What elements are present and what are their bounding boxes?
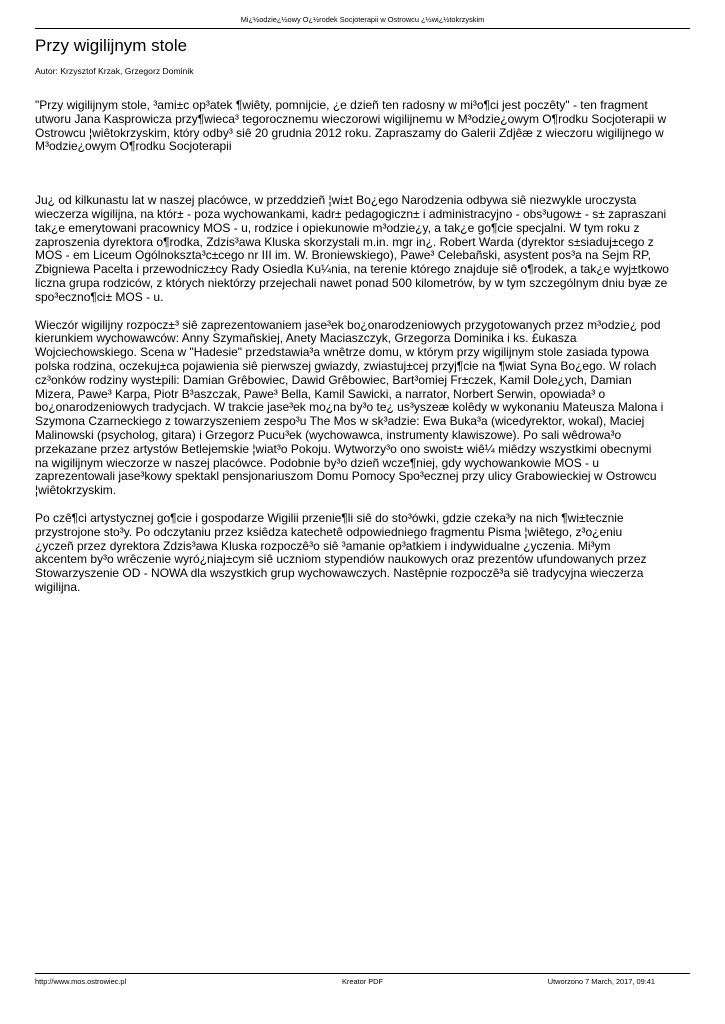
article-intro: "Przy wigilijnym stole, ³ami±c op³atek ¶wiêty, pomnijcie, ¿e dzieñ ten radosny w mi³o¶ci jest poczêty" - ten fragment utworu Jana Kasprowicza przy¶wieca³ tegorocznemu wieczorowi wigilijnemu w M³odzie¿owym O¶rodku Socjoterapii w Ostrowcu ¦wiêtokrzyskim, który odby³ siê 20 grudnia 2012 roku. Zapraszamy do Galerii Zdjêæ z wieczoru wigilijnego w M³odzie¿owym O¶rodku Socjoterapii bbox=[35, 98, 667, 154]
article-paragraph: Po czê¶ci artystycznej go¶cie i gospodarze Wigilii przenie¶li siê do sto³ówki, gdzie czeka³y na nich ¶wi±tecznie przystrojone sto³y. Po odczytaniu przez ksiêdza katechetê odpowiedniego fragmentu Pisma ¦wiêtego, z³o¿eniu ¿yczeñ przez dyrektora Zdzis³awa Kluska rozpoczê³o siê ³amanie op³atkiem i indywidualne ¿yczenia. Mi³ym akcentem by³o wrêczenie wyró¿niaj±cym siê uczniom stypendiów naukowych oraz prezentów ufundowanych przez Stowarzyszenie OD - NOWA dla wszystkich grup wychowawczych. Nastêpnie rozpoczê³a siê tradycyjna wieczerza wigilijna. bbox=[35, 510, 647, 594]
article-paragraph: Wieczór wigilijny rozpocz±³ siê zaprezentowaniem jase³ek bo¿onarodzeniowych przygotowanych przez m³odzie¿ pod kierunkiem wychowawców: Anny Szymañskiej, Anety Maciaszczyk, Grzegorza Dominika i ks. £ukasza Wojciechowskiego. Scena w "Hadesie" przedstawia³a wnêtrze domu, w którym przy wigilijnym stole zasiada typowa polska rodzina, oczekuj±ca pojawienia siê pierwszej gwiazdy, zwiastuj±cej przyj¶cie na ¶wiat Syna Bo¿ego. W rolach cz³onków rodziny wyst±pili: Damian Grêbowiec, Dawid Grêbowiec, Bart³omiej Fr±czek, Kamil Dole¿ych, Damian Mizera, Pawe³ Karpa, Piotr B³aszczak, Pawe³ Bella, Kamil Sawicki, a narrator, Norbert Serwin, opowiada³ o bo¿onarodzeniowych tradycjach. W trakcie jase³ek mo¿na by³o te¿ us³yszeæ kolêdy w wykonaniu Mateusza Malona i Szymona Czarneckiego z towarzyszeniem zespo³u The Mos w sk³adzie: Ewa Buka³a (wicedyrektor, wokal), Maciej Malinowski (psycholog, gitara) i Grzegorz Pucu³ek (wychowawca, instrumenty klawiszowe). Po sali wêdrowa³o przekazane przez artystów Betlejemskie ¦wiat³o Pokoju. Wytworzy³o ono swoist± wiê¼ miêdzy wszystkimi obecnymi na wigilijnym wieczorze w naszej placówce. Podobnie by³o dzieñ wcze¶niej, gdy wychowankowie MOS - u zaprezentowali jase³kowy spektakl pensjonariuszom Domu Pomocy Spo³ecznej przy ulicy Grabowieckiej w Ostrowcu ¦wiêtokrzyskim. bbox=[35, 317, 664, 498]
page-header-site-name: Mi¿½odzie¿½owy O¿½rodek Socjoterapii w Ostrowcu ¿½wi¿½tokrzyskim bbox=[240, 15, 485, 24]
article-author: Autor: Krzysztof Krzak, Grzegorz Dominik bbox=[35, 66, 194, 76]
article-title: Przy wigilijnym stole bbox=[35, 36, 188, 55]
footer-divider bbox=[35, 973, 690, 974]
footer-generator: Kreator PDF bbox=[341, 977, 384, 986]
footer-created-date: Utworzono 7 March, 2017, 09:41 bbox=[547, 977, 655, 986]
header-divider bbox=[35, 28, 690, 29]
article-content bbox=[35, 99, 700, 609]
article-paragraph: Ju¿ od kilkunastu lat w naszej placówce, w przeddzieñ ¦wi±t Bo¿ego Narodzenia odbywa siê niezwykle uroczysta wieczerza wigilijna, na któr± - poza wychowankami, kadr± pedagogiczn± i administracyjno - obs³ugow± - s± zapraszani tak¿e emerytowani pracownicy MOS - u, rodzice i opiekunowie m³odzie¿y, a tak¿e go¶cie specjalni. W tym roku z zaproszenia dyrektora o¶rodka, Zdzis³awa Kluska skorzystali m.in. mgr in¿. Robert Warda (dyrektor s±siaduj±cego z MOS - em Liceum Ogólnokszta³c±cego nr III im. W. Broniewskiego), Pawe³ Celebañski, asystent pos³a na Sejm RP, Zbigniewa Pacelta i przewodnicz±cy Rady Osiedla Ku¼nia, na terenie którego znajduje siê o¶rodek, a tak¿e wyj±tkowo liczna grupa rodziców, z których niektórzy przejechali nawet ponad 500 kilometrów, by w tym szczególnym dniu byæ ze spo³eczno¶ci± MOS - u. bbox=[35, 193, 669, 304]
footer-url: http://www.mos.ostrowiec.pl bbox=[35, 977, 127, 986]
